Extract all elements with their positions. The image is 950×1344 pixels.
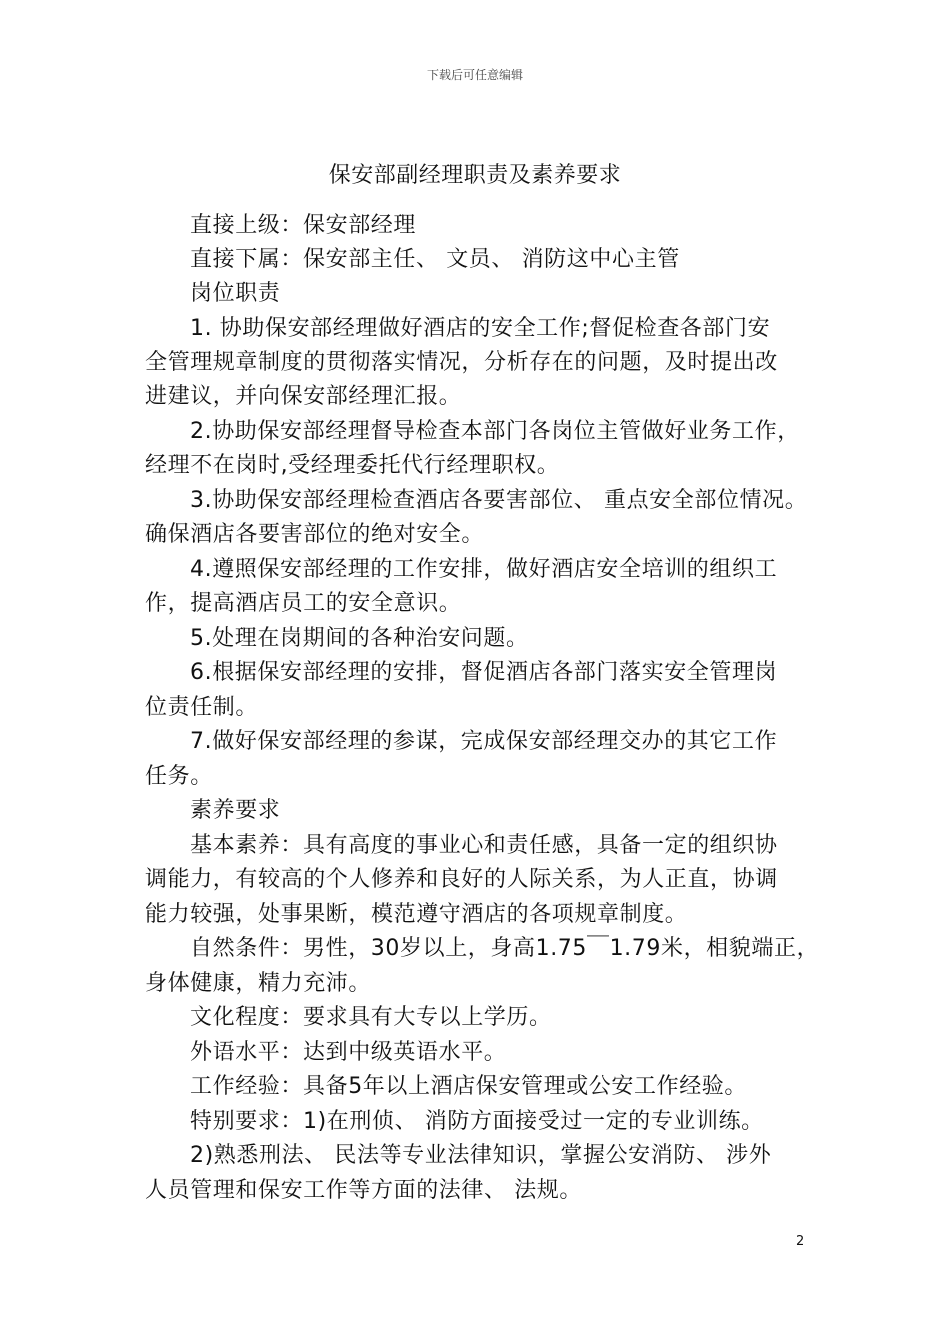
text-line: 1. 协助保安部经理做好酒店的安全工作;督促检查各部门安 [190, 316, 771, 341]
text-line: 直接下属：保安部主任、 文员、 消防这中心主管 [190, 247, 680, 272]
text-line: 任务。 [145, 764, 213, 789]
text-line: 自然条件：男性，30岁以上，身高1.75￣1.79米，相貌端正， [190, 936, 820, 961]
text-line: 工作经验：具备5年以上酒店保安管理或公安工作经验。 [190, 1074, 747, 1099]
text-line: 4.遵照保安部经理的工作安排，做好酒店安全培训的组织工 [190, 557, 778, 582]
page-number: 2 [796, 1234, 805, 1249]
text-line: 确保酒店各要害部位的绝对安全。 [145, 522, 485, 547]
text-line: 全管理规章制度的贯彻落实情况，分析存在的问题，及时提出改 [145, 350, 778, 375]
section-heading: 素养要求 [190, 798, 281, 823]
text-line: 调能力，有较高的个人修养和良好的人际关系，为人正直，协调 [145, 867, 778, 892]
text-line: 直接上级：保安部经理 [190, 213, 417, 238]
document-title: 保安部副经理职责及素养要求 [328, 163, 622, 188]
text-line: 位责任制。 [145, 695, 259, 720]
page-header-note: 下载后可任意编辑 [426, 68, 523, 82]
text-line: 3.协助保安部经理检查酒店各要害部位、 重点安全部位情况。 [190, 488, 808, 513]
text-line: 身体健康，精力充沛。 [145, 971, 372, 996]
text-line: 作，提高酒店员工的安全意识。 [145, 591, 462, 616]
text-line: 文化程度：要求具有大专以上学历。 [190, 1005, 552, 1030]
text-line: 经理不在岗时,受经理委托代行经理职权。 [145, 453, 560, 478]
text-line: 5.处理在岗期间的各种治安问题。 [190, 626, 529, 651]
section-heading: 岗位职责 [190, 281, 281, 306]
text-line: 6.根据保安部经理的安排，督促酒店各部门落实安全管理岗 [190, 660, 778, 685]
text-line: 2.协助保安部经理督导检查本部门各岗位主管做好业务工作， [190, 419, 800, 444]
text-line: 7.做好保安部经理的参谋，完成保安部经理交办的其它工作 [190, 729, 778, 754]
text-line: 外语水平：达到中级英语水平。 [190, 1040, 507, 1065]
text-line: 能力较强，处事果断，模范遵守酒店的各项规章制度。 [145, 902, 688, 927]
text-line: 进建议，并向保安部经理汇报。 [145, 384, 462, 409]
text-line: 基本素养：具有高度的事业心和责任感，具备一定的组织协 [190, 833, 778, 858]
text-line: 特别要求：1)在刑侦、 消防方面接受过一定的专业训练。 [190, 1109, 764, 1134]
text-line: 人员管理和保安工作等方面的法律、 法规。 [145, 1178, 582, 1203]
text-line: 2)熟悉刑法、 民法等专业法律知识，掌握公安消防、 涉外 [190, 1143, 772, 1168]
